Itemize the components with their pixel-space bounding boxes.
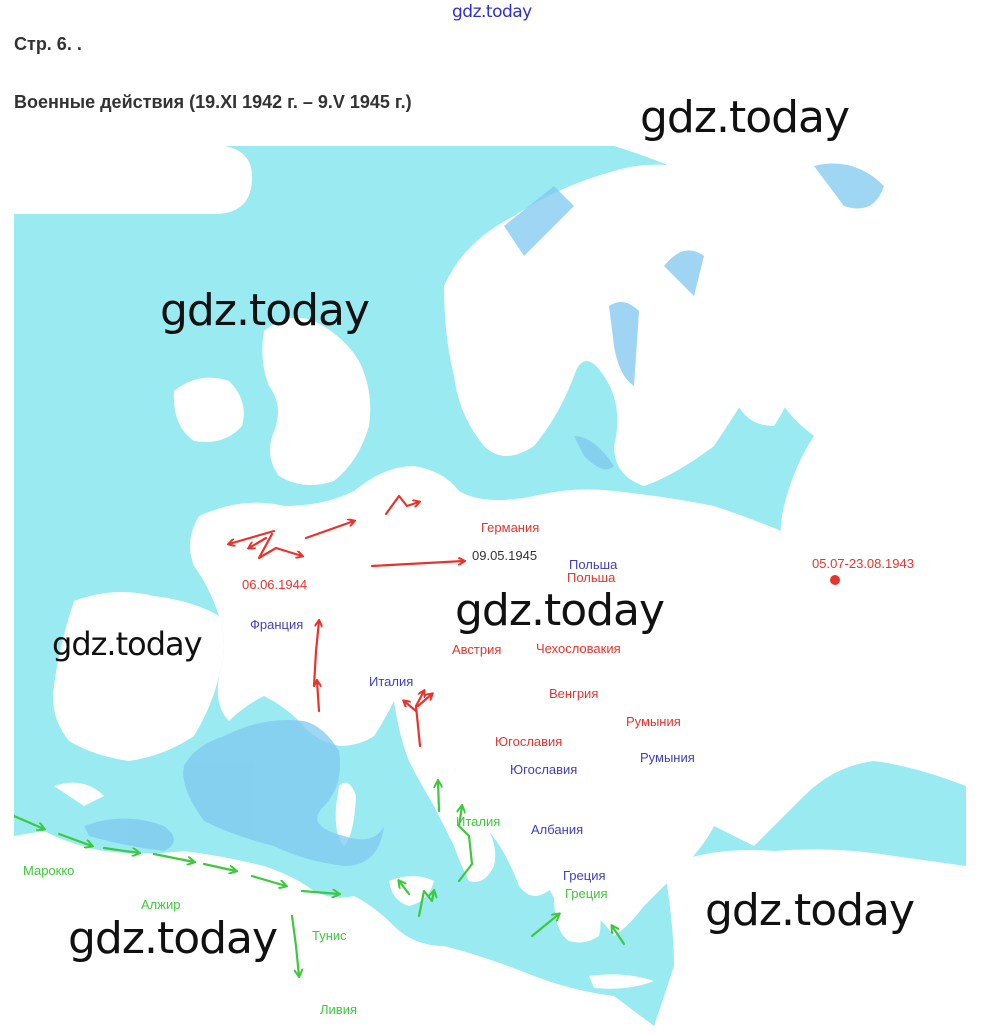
- watermark: gdz.today: [160, 285, 370, 336]
- label-yugoslavia-red: Югославия: [495, 734, 563, 749]
- label-austria: Австрия: [452, 642, 502, 657]
- watermark: gdz.today: [68, 913, 278, 964]
- watermark-small: gdz.today: [452, 2, 532, 22]
- watermark: gdz.today: [705, 885, 915, 936]
- label-czechoslovakia: Чехословакия: [536, 641, 621, 656]
- label-yugoslavia-blue: Югославия: [510, 762, 578, 777]
- page-title: Стр. 6. .: [14, 34, 82, 54]
- kursk-marker: [830, 575, 840, 585]
- section-title: Военные действия (19.XI 1942 г. – 9.V 1945 г.): [14, 92, 412, 112]
- label-greece-green: Греция: [565, 886, 608, 901]
- label-normandy-date: 06.06.1944: [242, 577, 308, 592]
- watermark: gdz.today: [640, 92, 850, 143]
- label-poland-red: Польша: [567, 570, 616, 585]
- watermark: gdz.today: [455, 585, 665, 636]
- label-algeria: Алжир: [141, 897, 181, 912]
- label-tunisia: Тунис: [312, 928, 347, 943]
- label-poland-blue: Польша: [569, 557, 618, 572]
- label-hungary: Венгрия: [549, 686, 599, 701]
- label-romania-red: Румыния: [626, 714, 681, 729]
- label-italy-green: Италия: [456, 814, 501, 829]
- label-romania-blue: Румыния: [640, 750, 695, 765]
- label-italy-blue: Италия: [369, 674, 414, 689]
- label-greece-blue: Греция: [563, 868, 606, 883]
- label-germany: Германия: [481, 520, 540, 535]
- watermark: gdz.today: [52, 625, 202, 663]
- label-victory-date: 09.05.1945: [472, 548, 538, 563]
- label-france: Франция: [250, 617, 304, 632]
- label-morocco: Марокко: [23, 863, 75, 878]
- label-libya: Ливия: [320, 1002, 358, 1017]
- label-kursk-date: 05.07-23.08.1943: [812, 556, 914, 571]
- label-albania: Албания: [531, 822, 584, 837]
